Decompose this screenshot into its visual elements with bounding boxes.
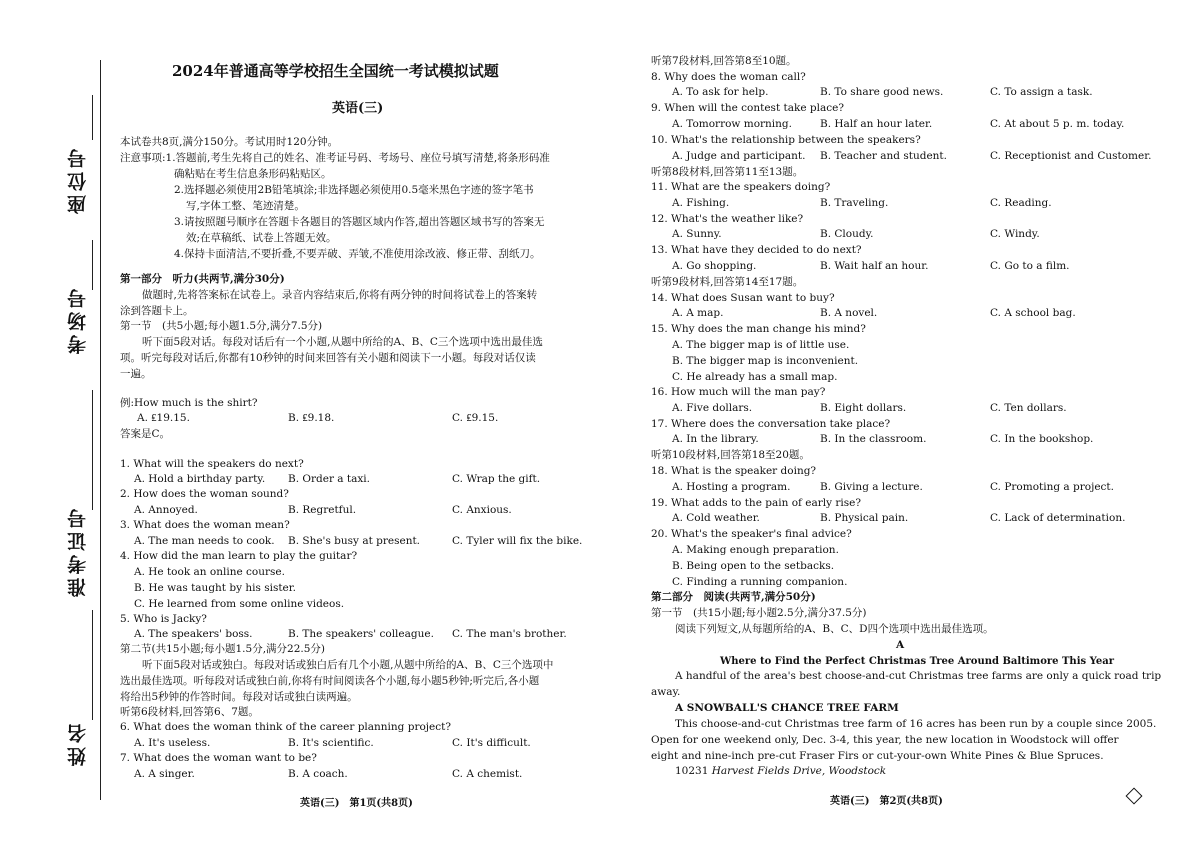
q1-option-c: C. Wrap the gift. bbox=[452, 473, 541, 485]
material-6-heading: 听第6段材料,回答第6、7题。 bbox=[120, 706, 259, 718]
question-19: 19. What adds to the pain of early rise? bbox=[651, 497, 861, 509]
exam-title: 2024年普通高等学校招生全国统一考试模拟试题 bbox=[172, 62, 499, 80]
name-blank-line bbox=[92, 610, 93, 720]
q3-option-c: C. Tyler will fix the bike. bbox=[452, 535, 583, 547]
q4-option-c: C. He learned from some online videos. bbox=[134, 598, 345, 610]
notes-line-4: 写,字体工整、笔迹清楚。 bbox=[186, 200, 305, 212]
exam-subtitle: 英语(三) bbox=[332, 101, 384, 116]
q8-option-c: C. To assign a task. bbox=[990, 86, 1093, 98]
passage-title: Where to Find the Perfect Christmas Tree Around Baltimore This Year bbox=[720, 656, 1114, 667]
name-label: 姓名 bbox=[67, 720, 89, 766]
q12-option-c: C. Windy. bbox=[990, 228, 1040, 240]
section1-desc-2: 项。听完每段对话后,你都有10秒钟的时间来回答有关小题和阅读下一小题。每段对话仅读 bbox=[120, 352, 536, 364]
question-17: 17. Where does the conversation take place? bbox=[651, 418, 891, 430]
q19-option-a: A. Cold weather. bbox=[672, 512, 760, 524]
q2-option-b: B. Regretful. bbox=[288, 504, 357, 516]
q18-option-b: B. Giving a lecture. bbox=[820, 481, 923, 493]
q14-option-c: C. A school bag. bbox=[990, 307, 1076, 319]
q16-option-b: B. Eight dollars. bbox=[820, 402, 907, 414]
question-13: 13. What have they decided to do next? bbox=[651, 244, 862, 256]
q9-option-c: C. At about 5 p. m. today. bbox=[990, 118, 1125, 130]
q19-option-b: B. Physical pain. bbox=[820, 512, 909, 524]
material-10-heading: 听第10段材料,回答第18至20题。 bbox=[651, 449, 810, 461]
question-4: 4. How did the man learn to play the guitar? bbox=[120, 550, 358, 562]
q14-option-b: B. A novel. bbox=[820, 307, 878, 319]
section2-heading: 第二节(共15小题;每小题1.5分,满分22.5分) bbox=[120, 643, 326, 655]
question-3: 3. What does the woman mean? bbox=[120, 519, 290, 531]
left-page-footer: 英语(三) 第1页(共8页) bbox=[300, 798, 413, 809]
q20-option-b: B. Being open to the setbacks. bbox=[672, 560, 835, 572]
q11-option-a: A. Fishing. bbox=[672, 197, 730, 209]
q20-option-c: C. Finding a running companion. bbox=[672, 576, 848, 588]
part2-section1-heading: 第一节 (共15小题;每小题2.5分,满分37.5分) bbox=[651, 607, 867, 619]
question-9: 9. When will the contest take place? bbox=[651, 102, 844, 114]
part1-desc-2: 涂到答题卡上。 bbox=[120, 305, 194, 317]
question-18: 18. What is the speaker doing? bbox=[651, 465, 817, 477]
q20-option-a: A. Making enough preparation. bbox=[672, 544, 839, 556]
notes-line-7: 4.保持卡面清洁,不要折叠,不要弄破、弄皱,不准使用涂改液、修正带、刮纸刀。 bbox=[174, 248, 541, 260]
q18-option-c: C. Promoting a project. bbox=[990, 481, 1114, 493]
q13-option-b: B. Wait half an hour. bbox=[820, 260, 929, 272]
q5-option-b: B. The speakers' colleague. bbox=[288, 628, 434, 640]
question-8: 8. Why does the woman call? bbox=[651, 71, 806, 83]
q11-option-c: C. Reading. bbox=[990, 197, 1052, 209]
q18-option-a: A. Hosting a program. bbox=[672, 481, 791, 493]
q1-option-a: A. Hold a birthday party. bbox=[134, 473, 266, 485]
q17-option-a: A. In the library. bbox=[672, 433, 759, 445]
notes-line-2: 确粘贴在考生信息条形码粘贴区。 bbox=[174, 168, 332, 180]
question-11: 11. What are the speakers doing? bbox=[651, 181, 831, 193]
q6-option-b: B. It's scientific. bbox=[288, 737, 374, 749]
material-7-heading: 听第7段材料,回答第8至10题。 bbox=[651, 55, 797, 67]
q6-option-c: C. It's difficult. bbox=[452, 737, 531, 749]
notes-line-6: 效;在草稿纸、试卷上答题无效。 bbox=[186, 232, 337, 244]
q2-option-a: A. Annoyed. bbox=[134, 504, 198, 516]
farm-address-street: Harvest Fields Drive, Woodstock bbox=[711, 765, 887, 777]
section2-desc-3: 将给出5秒钟的作答时间。每段对话或独白读两遍。 bbox=[120, 691, 358, 703]
part1-desc-1: 做题时,先将答案标在试卷上。录音内容结束后,你将有两分钟的时间将试卷上的答案转 bbox=[142, 289, 538, 301]
q3-option-a: A. The man needs to cook. bbox=[134, 535, 275, 547]
section1-heading: 第一节 (共5小题;每小题1.5分,满分7.5分) bbox=[120, 320, 323, 332]
question-20: 20. What's the speaker's final advice? bbox=[651, 528, 852, 540]
part1-heading: 第一部分 听力(共两节,满分30分) bbox=[120, 273, 285, 285]
section2-desc-1: 听下面5段对话或独白。每段对话或独白后有几个小题,从题中所给的A、B、C三个选项中 bbox=[142, 659, 554, 671]
q6-option-a: A. It's useless. bbox=[134, 737, 211, 749]
q9-option-b: B. Half an hour later. bbox=[820, 118, 933, 130]
question-1: 1. What will the speakers do next? bbox=[120, 458, 304, 470]
farm-desc-line-1: This choose-and-cut Christmas tree farm of 16 acres has been run by a couple since 2005. bbox=[675, 718, 1157, 730]
q12-option-a: A. Sunny. bbox=[672, 228, 722, 240]
q1-option-b: B. Order a taxi. bbox=[288, 473, 371, 485]
question-5: 5. Who is Jacky? bbox=[120, 613, 207, 625]
intro-text: 本试卷共8页,满分150分。考试用时120分钟。 bbox=[120, 136, 339, 148]
question-14: 14. What does Susan want to buy? bbox=[651, 292, 835, 304]
question-12: 12. What's the weather like? bbox=[651, 213, 804, 225]
q16-option-c: C. Ten dollars. bbox=[990, 402, 1067, 414]
farm-name: A SNOWBALL'S CHANCE TREE FARM bbox=[675, 702, 899, 714]
ticket-number-label: 准考证号 bbox=[67, 505, 89, 597]
q7-option-c: C. A chemist. bbox=[452, 768, 523, 780]
q7-option-a: A. A singer. bbox=[134, 768, 195, 780]
passage-para-1-line-2: away. bbox=[651, 686, 681, 698]
q3-option-b: B. She's busy at present. bbox=[288, 535, 421, 547]
q8-option-a: A. To ask for help. bbox=[672, 86, 769, 98]
material-8-heading: 听第8段材料,回答第11至13题。 bbox=[651, 166, 804, 178]
q8-option-b: B. To share good news. bbox=[820, 86, 944, 98]
ticket-blank-line bbox=[92, 390, 93, 510]
question-6: 6. What does the woman think of the career planning project? bbox=[120, 721, 452, 733]
farm-desc-line-3: eight and nine-inch pre-cut Fraser Firs or cut-your-own White Pines & Blue Spruces. bbox=[651, 750, 1104, 762]
question-15: 15. Why does the man change his mind? bbox=[651, 323, 866, 335]
passage-letter: A bbox=[896, 639, 905, 651]
q10-option-a: A. Judge and participant. bbox=[672, 150, 806, 162]
question-2: 2. How does the woman sound? bbox=[120, 488, 289, 500]
example-question: 例:How much is the shirt? bbox=[120, 397, 258, 409]
q13-option-a: A. Go shopping. bbox=[672, 260, 757, 272]
q2-option-c: C. Anxious. bbox=[452, 504, 512, 516]
q15-option-a: A. The bigger map is of little use. bbox=[672, 339, 850, 351]
notes-line-5: 3.请按照题号顺序在答题卡各题目的答题区域内作答,超出答题区域书写的答案无 bbox=[174, 216, 545, 228]
q17-option-c: C. In the bookshop. bbox=[990, 433, 1094, 445]
question-7: 7. What does the woman want to be? bbox=[120, 752, 317, 764]
seat-blank-line bbox=[92, 95, 93, 140]
q17-option-b: B. In the classroom. bbox=[820, 433, 927, 445]
section1-desc-1: 听下面5段对话。每段对话后有一个小题,从题中所给的A、B、C三个选项中选出最佳选 bbox=[142, 336, 543, 348]
notes-line-3: 2.选择题必须使用2B铅笔填涂;非选择题必须使用0.5毫米黑色字迹的签字笔书 bbox=[174, 184, 534, 196]
question-10: 10. What's the relationship between the speakers? bbox=[651, 134, 921, 146]
farm-address-number: 10231 bbox=[675, 765, 712, 777]
exam-room-label: 考场号 bbox=[67, 285, 89, 354]
example-option-b: B. ₤9.18. bbox=[288, 412, 335, 424]
notes-line-1: 注意事项:1.答题前,考生先将自己的姓名、准考证号码、考场号、座位号填写清楚,将条形码准 bbox=[120, 152, 550, 164]
example-option-c: C. ₤9.15. bbox=[452, 412, 499, 424]
question-16: 16. How much will the man pay? bbox=[651, 386, 826, 398]
diamond-icon bbox=[1126, 788, 1143, 805]
part2-section1-desc: 阅读下列短文,从每题所给的A、B、C、D四个选项中选出最佳选项。 bbox=[675, 623, 994, 635]
example-answer: 答案是C。 bbox=[120, 428, 171, 440]
farm-address bbox=[675, 765, 886, 778]
seat-number-label: 座位号 bbox=[67, 145, 89, 214]
q5-option-a: A. The speakers' boss. bbox=[134, 628, 253, 640]
example-option-a: A. ₤19.15. bbox=[137, 412, 190, 424]
right-page-footer: 英语(三) 第2页(共8页) bbox=[830, 796, 943, 807]
q16-option-a: A. Five dollars. bbox=[672, 402, 753, 414]
q15-option-c: C. He already has a small map. bbox=[672, 371, 838, 383]
q11-option-b: B. Traveling. bbox=[820, 197, 889, 209]
q12-option-b: B. Cloudy. bbox=[820, 228, 874, 240]
q19-option-c: C. Lack of determination. bbox=[990, 512, 1126, 524]
q10-option-c: C. Receptionist and Customer. bbox=[990, 150, 1152, 162]
room-blank-line bbox=[92, 240, 93, 290]
section2-desc-2: 选出最佳选项。听每段对话或独白前,你将有时间阅读各个小题,每小题5秒钟;听完后,各小题 bbox=[120, 675, 540, 687]
q15-option-b: B. The bigger map is inconvenient. bbox=[672, 355, 859, 367]
q13-option-c: C. Go to a film. bbox=[990, 260, 1070, 272]
q10-option-b: B. Teacher and student. bbox=[820, 150, 947, 162]
q4-option-a: A. He took an online course. bbox=[134, 566, 285, 578]
part2-heading: 第二部分 阅读(共两节,满分50分) bbox=[651, 591, 816, 603]
q5-option-c: C. The man's brother. bbox=[452, 628, 567, 640]
material-9-heading: 听第9段材料,回答第14至17题。 bbox=[651, 276, 804, 288]
farm-desc-line-2: Open for one weekend only, Dec. 3-4, this year, the new location in Woodstock will offer bbox=[651, 734, 1119, 746]
q9-option-a: A. Tomorrow morning. bbox=[672, 118, 792, 130]
section1-desc-3: 一遍。 bbox=[120, 368, 152, 380]
q4-option-b: B. He was taught by his sister. bbox=[134, 582, 296, 594]
q7-option-b: B. A coach. bbox=[288, 768, 348, 780]
passage-para-1-line-1: A handful of the area's best choose-and-cut Christmas tree farms are only a quick road trip bbox=[675, 670, 1162, 682]
q14-option-a: A. A map. bbox=[672, 307, 724, 319]
